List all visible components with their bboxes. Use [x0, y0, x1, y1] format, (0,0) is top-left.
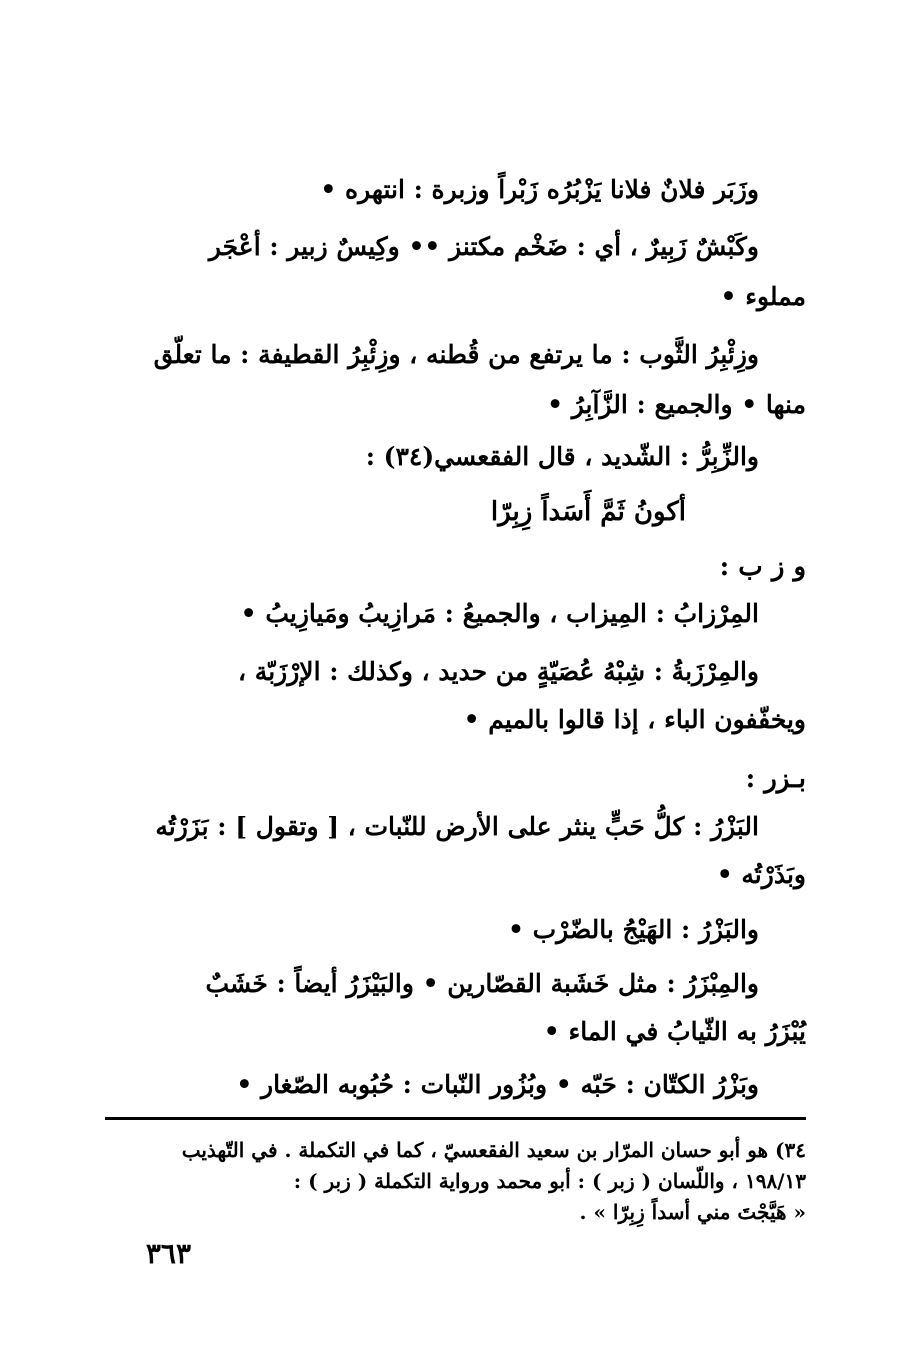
text-line: وبَذَرْتُه • [716, 860, 806, 889]
text-line: والمِبْزَرُ : مثل خَشَبة القصّارين • والبَيْزَرُ أيضاً : خَشَبٌ [205, 969, 759, 998]
entry-heading: بـزر : [745, 764, 806, 794]
entry-heading: و ز ب : [719, 552, 806, 582]
page-number: ٣٦٣ [145, 1237, 191, 1270]
footnote-line: « هَيَّجْتَ مني أسداً زِبِرّا » . [579, 1200, 806, 1224]
text-line: وزِئْبِرُ الثَّوب : ما يرتفع من قُطنه ، وزِئْبِرُ القطيفة : ما تعلّق [153, 340, 759, 369]
footnote-line: ٣٤) هو أبو حسان المرّار بن سعيد الفقعسيّ ، كما في التكملة . في التّهذيب [181, 1138, 806, 1162]
text-line: والزِّبِرُّ : الشّديد ، قال الفقعسي(٣٤) : [365, 442, 759, 471]
text-line: البَزْرُ : كلُّ حَبٍّ ينثر على الأرض للنّبات ، [ وتقول ] : بَزَرْتُه [155, 812, 759, 841]
text-line: المِرْزابُ : المِيزاب ، والجميعُ : مَرازِيبُ ومَيازِيبُ • [240, 599, 759, 628]
text-line: مملوء • [720, 282, 806, 311]
text-line: وبَزْرُ الكتّان : حَبّه • وبُزُور النّبات : حُبُوبه الصّغار • [236, 1070, 759, 1099]
text-line: وزَبَر فلانٌ فلانا يَزْبُرُه زَبْراً وزبرة : انتهره • [320, 175, 759, 204]
poetry-verse: أكونُ ثَمَّ أَسَداً زِبِرّا [490, 497, 686, 527]
text-line: وكَبْشٌ زَبِيرٌ ، أي : ضَخْم مكتنز •• وكِيسٌ زبير : أعْجَر [208, 232, 759, 261]
text-line: والبَزْرُ : الهَيْجُ بالضّرْب • [507, 915, 759, 944]
footnote-line: ١٩٨/١٣ ، واللّسان ( زبر ) : أبو محمد ورواية التكملة ( زبر ) : [293, 1169, 806, 1193]
text-line: يُبْزَرُ به الثّيابُ في الماء • [543, 1017, 806, 1046]
text-line: منها • والجميع : الزَّآبِرُ • [547, 390, 806, 419]
text-line: ويخفّفون الباء ، إذا قالوا بالميم • [463, 705, 806, 734]
footnote-separator [105, 1117, 806, 1120]
text-line: والمِرْزَبةُ : شِبْهُ عُصَيّةٍ من حديد ، وكذلك : الإرْزَبّة ، [238, 657, 759, 686]
